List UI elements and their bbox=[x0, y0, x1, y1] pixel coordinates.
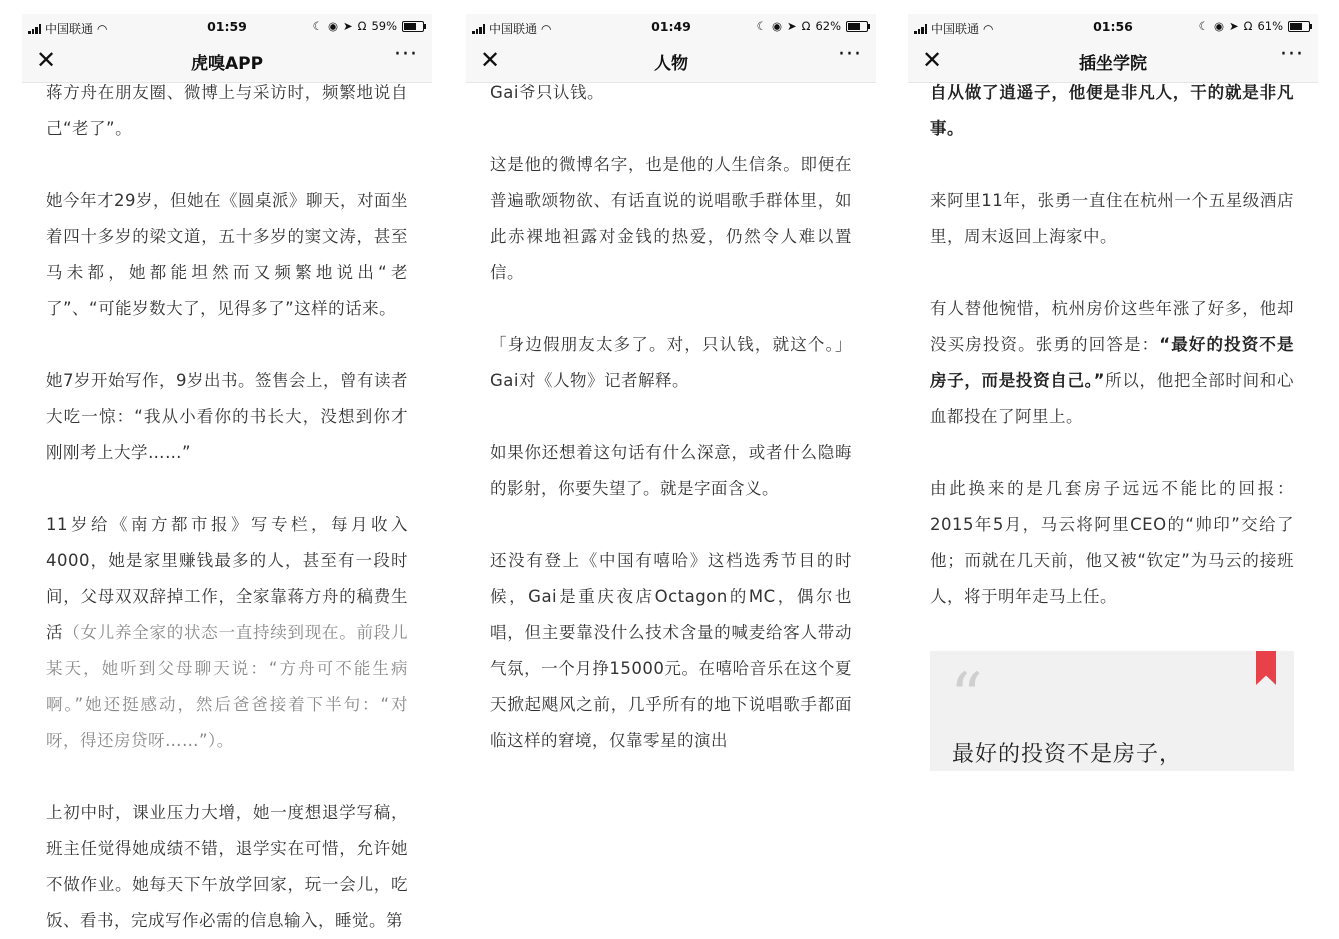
lock-rotation-icon: ◉ bbox=[327, 19, 338, 33]
bold-quote-text: “最好的投资不是房子，而是投资自己。” bbox=[930, 335, 1294, 390]
paragraph-text: 所以，他把全部时间和心血都投在了阿里上。 bbox=[930, 371, 1294, 426]
article-paragraph bbox=[930, 75, 1294, 147]
headphones-icon: Ω bbox=[801, 19, 811, 33]
article-paragraph: 还没有登上《中国有嘻哈》这档选秀节目的时候，Gai是重庆夜店Octagon的MC，偶尔也唱，但主要靠没什么技术含量的喊麦给客人带动气氛，一个月挣15000元。在嘻哈音乐在这个夏天掀起飓风之前，几乎所有的地下说唱歌手都面临这样的窘境，仅靠零星的演出 bbox=[490, 551, 852, 750]
moon-icon: ☾ bbox=[312, 19, 323, 33]
battery-icon bbox=[846, 21, 868, 32]
article-paragraph: 上初中时，课业压力大增，她一度想退学写稿，班主任觉得她成绩不错，退学实在可惜，允许她不做作业。她每天下午放学回家，玩一会儿，吃饭、看书，完成写作必需的信息输入，睡觉。第 bbox=[46, 803, 408, 930]
lock-rotation-icon: ◉ bbox=[771, 19, 782, 33]
phone-screen-huxiu bbox=[22, 14, 432, 930]
bookmark-icon[interactable] bbox=[1256, 651, 1276, 685]
close-icon[interactable]: ✕ bbox=[36, 46, 57, 74]
article-paragraph: 她今年才29岁，但她在《圆桌派》聊天，对面坐着四十多岁的梁文道，五十多岁的窦文涛，甚至马未都，她都能坦然而又频繁地说出“老了”、“可能岁数大了，见得多了”这样的话来。 bbox=[46, 191, 408, 318]
status-time: 01:59 bbox=[207, 19, 247, 34]
article-body[interactable] bbox=[46, 83, 408, 930]
battery-percent: 59% bbox=[371, 19, 397, 33]
close-icon[interactable]: ✕ bbox=[480, 46, 501, 74]
page-title: 人物 bbox=[654, 54, 688, 74]
status-bar bbox=[908, 14, 1318, 38]
article-body[interactable] bbox=[490, 83, 852, 762]
wifi-icon: ◠ bbox=[983, 21, 994, 36]
moon-icon: ☾ bbox=[1198, 19, 1209, 33]
close-icon[interactable]: ✕ bbox=[922, 46, 943, 74]
article-paragraph: 「身边假朋友太多了。对，只认钱，就这个。」Gai对《人物》记者解释。 bbox=[490, 335, 852, 390]
article-paragraph: Gai爷只认钱。 bbox=[490, 83, 604, 102]
status-time: 01:56 bbox=[1093, 19, 1133, 34]
page-title: 插坐学院 bbox=[1079, 54, 1147, 74]
status-time: 01:49 bbox=[651, 19, 691, 34]
paragraph-text: 有人替他惋惜，杭州房价这些年涨了好多，他却没买房投资。张勇的回答是： bbox=[930, 299, 1294, 354]
paragraph-main-text: 11岁给《南方都市报》写专栏，每月收入4000，她是家里赚钱最多的人，甚至有一段时间，父母双双辞掉工作，全家靠蒋方舟的稿费生活 bbox=[46, 515, 408, 642]
wifi-icon: ◠ bbox=[97, 21, 108, 36]
battery-percent: 61% bbox=[1257, 19, 1283, 33]
carrier-label: 中国联通 bbox=[489, 22, 538, 36]
more-icon[interactable]: ··· bbox=[394, 42, 418, 67]
bold-text: 自从做了逍遥子，他便是非凡人，干的就是非凡事。 bbox=[930, 83, 1294, 138]
phone-screen-chazuo bbox=[908, 14, 1318, 767]
article-body[interactable] bbox=[930, 83, 1294, 767]
battery-icon bbox=[402, 21, 424, 32]
location-icon: ➤ bbox=[787, 19, 797, 33]
status-bar bbox=[22, 14, 432, 38]
quote-text: 最好的投资不是房子， bbox=[952, 742, 1183, 767]
battery-icon bbox=[1288, 21, 1310, 32]
headphones-icon: Ω bbox=[357, 19, 367, 33]
location-icon: ➤ bbox=[1229, 19, 1239, 33]
quote-mark-icon: “ bbox=[950, 660, 983, 734]
phone-screen-renwu bbox=[466, 14, 876, 762]
location-icon: ➤ bbox=[343, 19, 353, 33]
page-title: 虎嗅APP bbox=[190, 54, 264, 74]
article-paragraph: 由此换来的是几套房子远远不能比的回报：2015年5月，马云将阿里CEO的“帅印”交给了他；而就在几天前，他又被“钦定”为马云的接班人，将于明年走马上任。 bbox=[930, 479, 1294, 606]
article-paragraph: 蒋方舟在朋友圈、微博上与采访时，频繁地说自己“老了”。 bbox=[46, 83, 408, 138]
wifi-icon: ◠ bbox=[541, 21, 552, 36]
paragraph-aside-text: （女儿养全家的状态一直持续到现在。前段儿某天，她听到父母聊天说：“方舟可不能生病啊。”她还挺感动，然后爸爸接着下半句：“对呀，得还房贷呀……”）。 bbox=[46, 623, 408, 750]
lock-rotation-icon: ◉ bbox=[1213, 19, 1224, 33]
status-right bbox=[757, 19, 868, 33]
article-paragraph bbox=[930, 291, 1294, 435]
article-paragraph: 她7岁开始写作，9岁出书。签售会上，曾有读者大吃一惊：“我从小看你的书长大，没想到你才刚刚考上大学……” bbox=[46, 371, 408, 462]
status-right bbox=[313, 19, 424, 33]
more-icon[interactable]: ··· bbox=[838, 42, 862, 67]
status-bar bbox=[466, 14, 876, 38]
headphones-icon: Ω bbox=[1243, 19, 1253, 33]
article-paragraph: 来阿里11年，张勇一直住在杭州一个五星级酒店里，周末返回上海家中。 bbox=[930, 191, 1294, 246]
status-right bbox=[1199, 19, 1310, 33]
battery-percent: 62% bbox=[815, 19, 841, 33]
carrier-label: 中国联通 bbox=[931, 22, 980, 36]
article-paragraph: 如果你还想着这句话有什么深意，或者什么隐晦的影射，你要失望了。就是字面含义。 bbox=[490, 443, 852, 498]
quote-card bbox=[930, 651, 1294, 771]
article-paragraph: 这是他的微博名字，也是他的人生信条。即便在普遍歌颂物欲、有话直说的说唱歌手群体里，如此赤裸地袒露对金钱的热爱，仍然令人难以置信。 bbox=[490, 155, 852, 282]
moon-icon: ☾ bbox=[756, 19, 767, 33]
carrier-label: 中国联通 bbox=[45, 22, 94, 36]
article-paragraph bbox=[46, 507, 408, 759]
more-icon[interactable]: ··· bbox=[1280, 42, 1304, 67]
